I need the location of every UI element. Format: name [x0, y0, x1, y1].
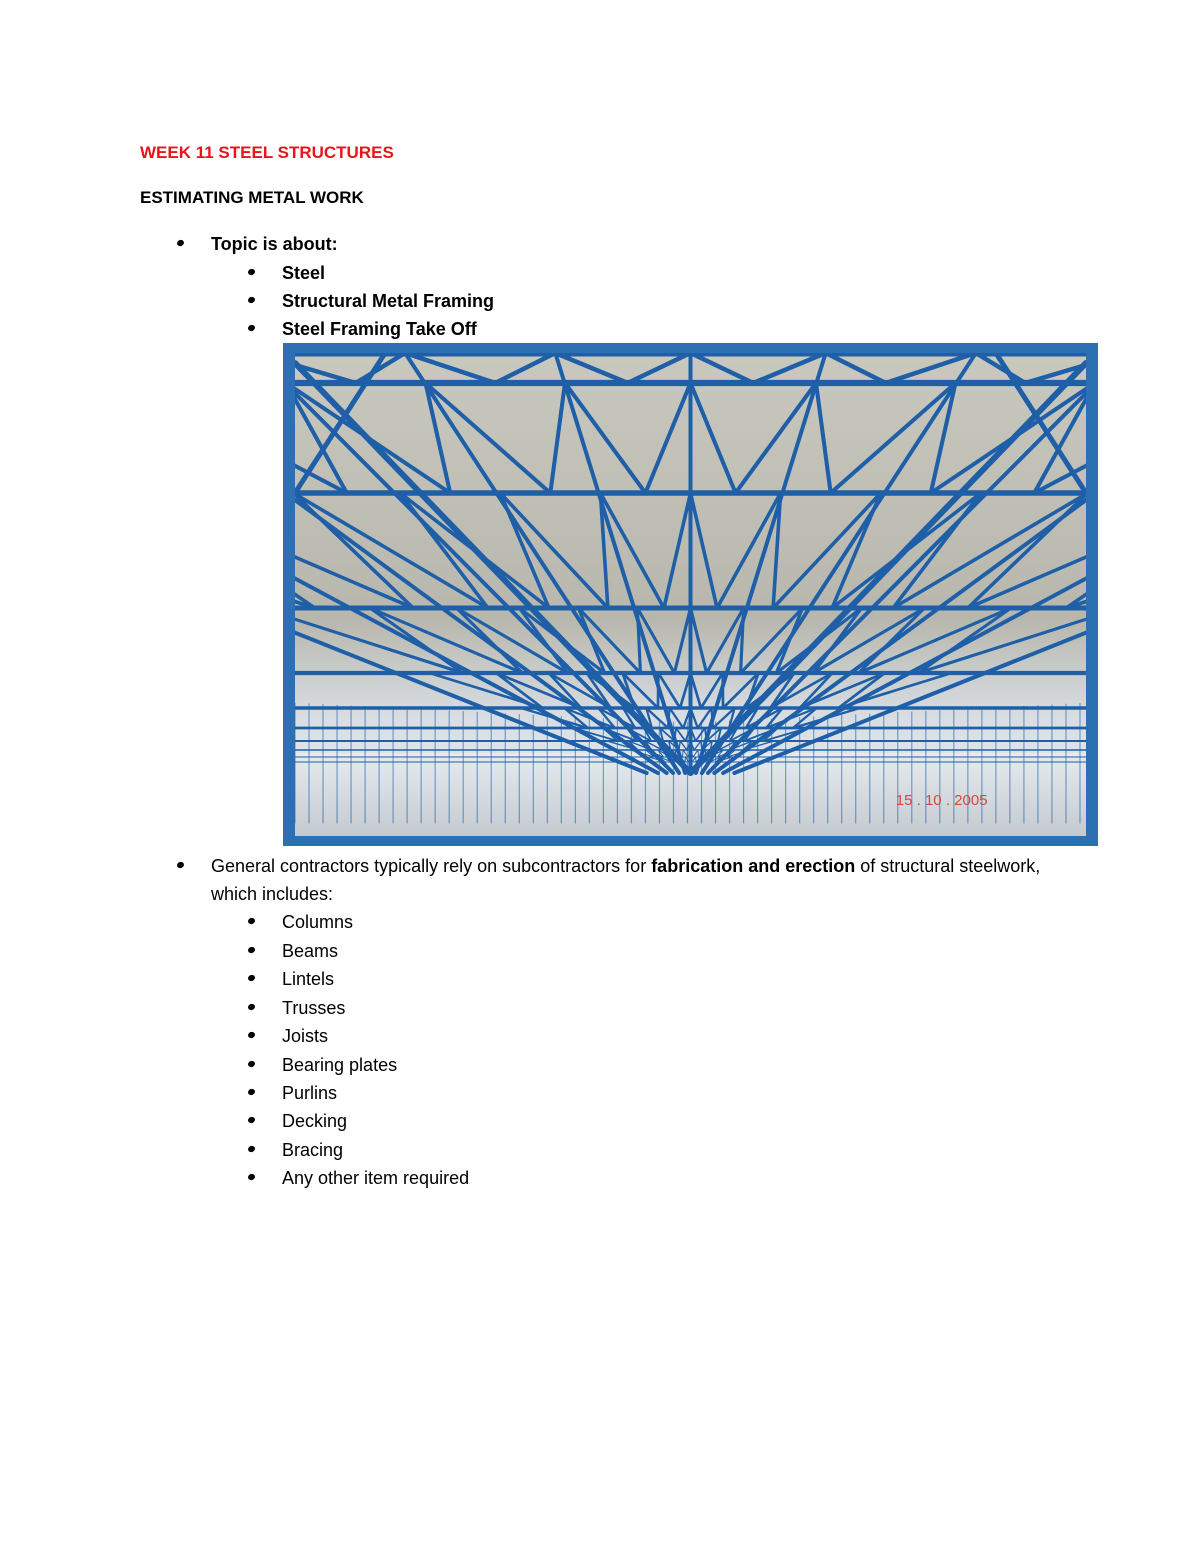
- topic-item-steel-framing-take-off: Steel Framing Take Off: [282, 315, 477, 343]
- list-item-any-other: Any other item required: [282, 1164, 469, 1192]
- contractors-text-after: of structural steelwork, which includes:: [211, 856, 1041, 904]
- document-title: WEEK 11 STEEL STRUCTURES: [140, 143, 394, 162]
- list-item-decking: Decking: [282, 1107, 347, 1135]
- topic-item-steel: Steel: [282, 259, 325, 287]
- photo-date-stamp: 15 . 10 . 2005: [895, 792, 988, 809]
- list-item-beams: Beams: [282, 937, 338, 965]
- steel-space-frame-photo: [283, 343, 1098, 846]
- list-item-bearing-plates: Bearing plates: [282, 1051, 397, 1079]
- contractors-paragraph: [211, 852, 1071, 908]
- list-item-trusses: Trusses: [282, 994, 345, 1022]
- contractors-text-bold: fabrication and erection: [651, 856, 856, 876]
- space-frame-illustration: [295, 353, 1086, 836]
- list-item-columns: Columns: [282, 908, 353, 936]
- contractors-text-before: General contractors typically rely on subcontractors for: [211, 856, 652, 876]
- list-item-bracing: Bracing: [282, 1136, 343, 1164]
- topic-item-structural-metal-framing: Structural Metal Framing: [282, 287, 494, 315]
- list-item-lintels: Lintels: [282, 965, 334, 993]
- section-heading: ESTIMATING METAL WORK: [140, 188, 364, 207]
- topic-label: Topic is about:: [211, 230, 338, 258]
- list-item-purlins: Purlins: [282, 1079, 337, 1107]
- list-item-joists: Joists: [282, 1022, 328, 1050]
